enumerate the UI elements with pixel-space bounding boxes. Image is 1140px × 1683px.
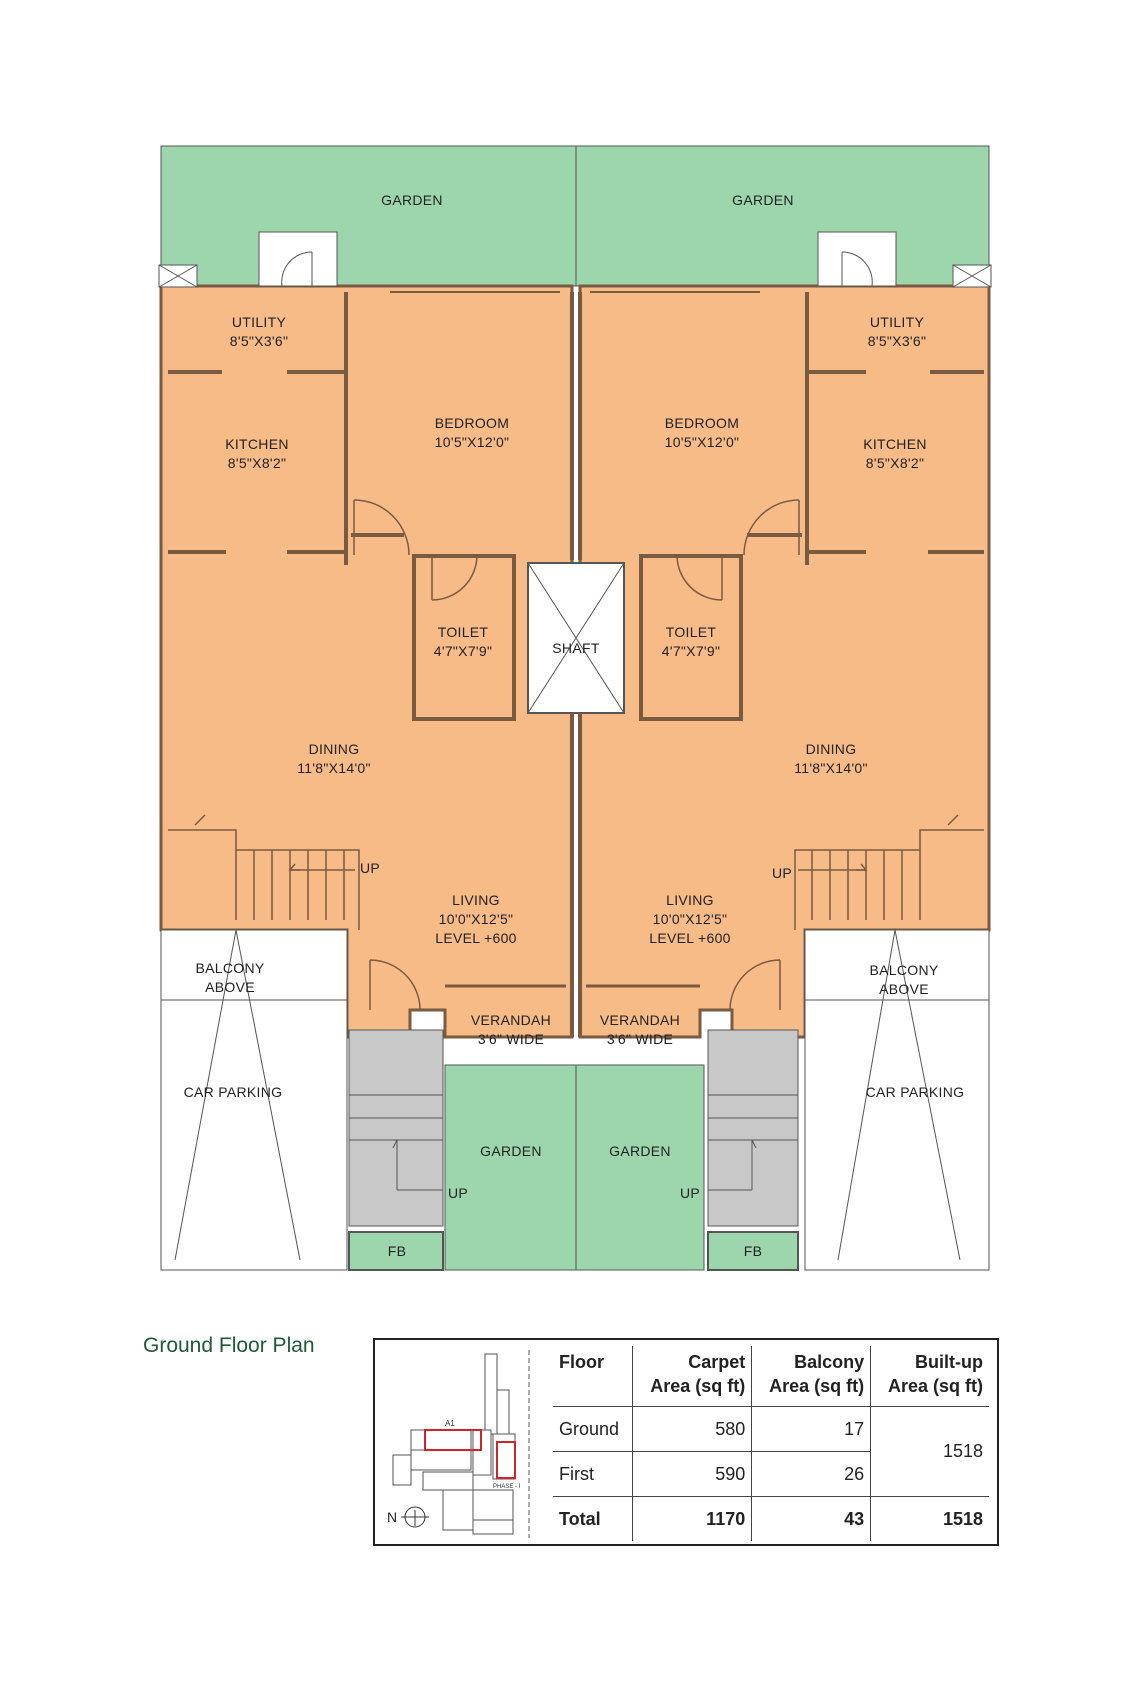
label-toilet-right: TOILET <box>665 624 717 640</box>
label-parking-left: CAR PARKING <box>183 1084 283 1100</box>
size-kitchen-left: 8'5"X8'2" <box>227 455 287 471</box>
area-summary-box <box>373 1338 999 1546</box>
label-up-entry-right: UP <box>679 1185 701 1201</box>
entry-steps-left <box>349 1030 443 1226</box>
size-toilet-left: 4'7"X7'9" <box>433 643 493 659</box>
label-parking-right: CAR PARKING <box>865 1084 965 1100</box>
level-living-left: LEVEL +600 <box>435 930 517 946</box>
label-kitchen-left: KITCHEN <box>225 436 289 452</box>
row-ground-floor: Ground <box>553 1407 633 1452</box>
north-label: N <box>387 1509 398 1525</box>
row-first-carpet: 590 <box>633 1452 752 1497</box>
label-utility-left: UTILITY <box>231 314 287 330</box>
total-balcony: 43 <box>752 1497 871 1542</box>
north-arrow-icon <box>401 1507 429 1527</box>
label-bedroom-left: BEDROOM <box>434 415 510 431</box>
label-balcony-left-2: ABOVE <box>205 979 255 995</box>
total-carpet: 1170 <box>633 1497 752 1542</box>
entry-steps-right <box>708 1030 798 1226</box>
label-balcony-right-1: BALCONY <box>869 962 939 978</box>
row-first-floor: First <box>553 1452 633 1497</box>
label-dining-left: DINING <box>308 741 360 757</box>
garden-top-right <box>576 146 989 286</box>
area-table <box>553 1346 989 1541</box>
size-verandah-right: 3'6" WIDE <box>606 1031 674 1047</box>
label-fb-left: FB <box>387 1243 407 1259</box>
size-living-right: 10'0"X12'5" <box>652 911 728 927</box>
header-balcony: Balcony Area (sq ft) <box>752 1346 871 1407</box>
garden-bottom-left <box>445 1065 576 1270</box>
label-shaft: SHAFT <box>552 640 600 656</box>
label-kitchen-right: KITCHEN <box>863 436 927 452</box>
row-ground-balcony: 17 <box>752 1407 871 1452</box>
size-toilet-right: 4'7"X7'9" <box>661 643 721 659</box>
label-utility-right: UTILITY <box>869 314 925 330</box>
plan-title: Ground Floor Plan <box>143 1334 315 1357</box>
size-verandah-left: 3'6" WIDE <box>477 1031 545 1047</box>
row-first-balcony: 26 <box>752 1452 871 1497</box>
level-living-right: LEVEL +600 <box>649 930 731 946</box>
label-up-stair-left: UP <box>359 860 381 876</box>
size-kitchen-right: 8'5"X8'2" <box>865 455 925 471</box>
label-verandah-right: VERANDAH <box>599 1012 681 1028</box>
label-fb-right: FB <box>743 1243 763 1259</box>
header-builtup: Built-up Area (sq ft) <box>871 1346 989 1407</box>
label-bedroom-right: BEDROOM <box>664 415 740 431</box>
header-carpet: Carpet Area (sq ft) <box>633 1346 752 1407</box>
label-living-left: LIVING <box>452 892 500 908</box>
size-utility-left: 8'5"X3'6" <box>229 333 289 349</box>
total-label: Total <box>553 1497 633 1542</box>
label-garden-bottom-left: GARDEN <box>480 1143 542 1159</box>
header-floor: Floor <box>553 1346 633 1407</box>
label-garden-top-right: GARDEN <box>732 192 794 208</box>
label-balcony-right-2: ABOVE <box>879 981 929 997</box>
label-up-stair-right: UP <box>771 865 793 881</box>
table-row <box>553 1407 989 1452</box>
size-utility-right: 8'5"X3'6" <box>867 333 927 349</box>
builtup-merged: 1518 <box>871 1407 989 1497</box>
keymap-unit-label: A1 <box>445 1419 455 1428</box>
keymap-phase-label: PHASE - I <box>493 1484 521 1490</box>
label-toilet-left: TOILET <box>437 624 489 640</box>
size-living-left: 10'0"X12'5" <box>438 911 514 927</box>
label-up-entry-left: UP <box>447 1185 469 1201</box>
table-row-total <box>553 1497 989 1542</box>
row-ground-carpet: 580 <box>633 1407 752 1452</box>
label-garden-top-left: GARDEN <box>381 192 443 208</box>
garden-top-left <box>161 146 576 286</box>
label-living-right: LIVING <box>666 892 714 908</box>
size-dining-right: 11'8"X14'0" <box>794 760 868 776</box>
rear-step-left <box>259 232 337 286</box>
site-key-map <box>383 1350 533 1538</box>
label-dining-right: DINING <box>805 741 857 757</box>
size-dining-left: 11'8"X14'0" <box>297 760 371 776</box>
rear-step-right <box>818 232 896 286</box>
label-garden-bottom-right: GARDEN <box>609 1143 671 1159</box>
label-balcony-left-1: BALCONY <box>195 960 265 976</box>
garden-bottom-right <box>576 1065 704 1270</box>
total-builtup: 1518 <box>871 1497 989 1542</box>
label-verandah-left: VERANDAH <box>470 1012 552 1028</box>
size-bedroom-left: 10'5"X12'0" <box>434 434 510 450</box>
size-bedroom-right: 10'5"X12'0" <box>664 434 740 450</box>
